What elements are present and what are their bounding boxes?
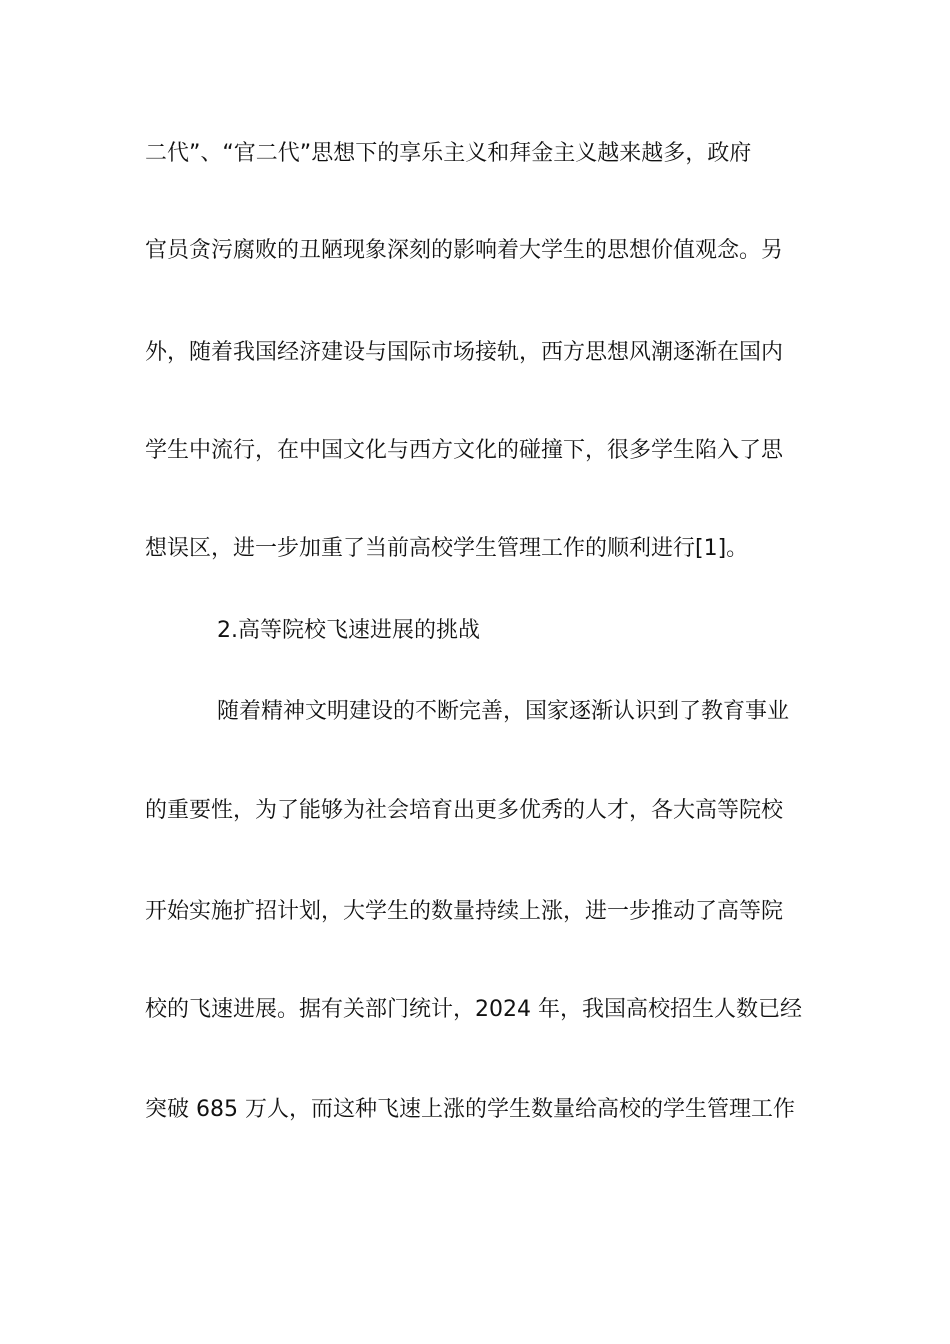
paragraph-2-line-3: 开始实施扩招计划，大学生的数量持续上涨，进一步推动了高等院 <box>145 899 784 924</box>
paragraph-2-line-5: 突破 685 万人，而这种飞速上涨的学生数量给高校的学生管理工作 <box>145 1097 795 1122</box>
section-heading: 2.高等院校飞速进展的挑战 <box>217 618 480 643</box>
paragraph-1-line-3: 外，随着我国经济建设与国际市场接轨，西方思想风潮逐渐在国内 <box>145 340 784 365</box>
paragraph-1-line-5: 想误区，进一步加重了当前高校学生管理工作的顺利进行[1]。 <box>145 536 749 561</box>
paragraph-2-line-1: 随着精神文明建设的不断完善，国家逐渐认识到了教育事业 <box>217 699 790 724</box>
paragraph-1-line-4: 学生中流行，在中国文化与西方文化的碰撞下，很多学生陷入了思 <box>145 438 784 463</box>
paragraph-1-line-2: 官员贪污腐败的丑陋现象深刻的影响着大学生的思想价值观念。另 <box>145 238 784 263</box>
paragraph-1-line-1: 二代”、“官二代”思想下的享乐主义和拜金主义越来越多，政府 <box>145 141 752 166</box>
paragraph-2-line-4: 校的飞速进展。据有关部门统计，2024 年，我国高校招生人数已经 <box>145 997 802 1022</box>
paragraph-2-line-2: 的重要性，为了能够为社会培育出更多优秀的人才，各大高等院校 <box>145 798 784 823</box>
